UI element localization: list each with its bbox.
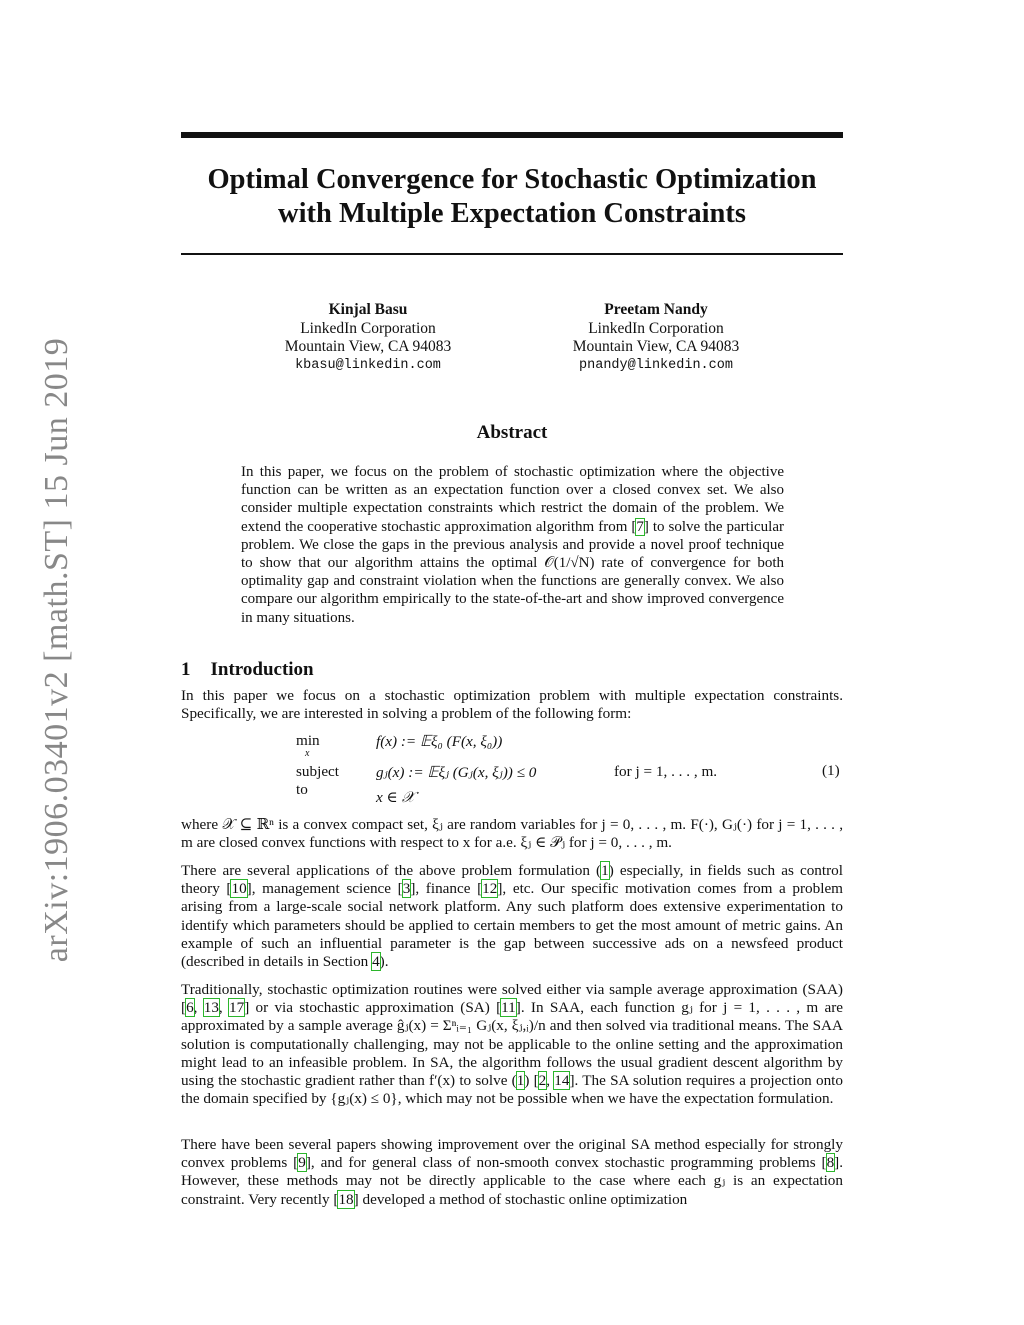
paragraph: where 𝒳 ⊆ ℝⁿ is a convex compact set, ξⱼ are random variables for j = 0, . . . , m. F(·), Gⱼ(·) for j = 1, . . . , m are closed convex functions with respect to x for a.e. ξⱼ ∈ 𝒫ⱼ for j = 0, . . . , m. [181, 816, 843, 852]
citation-link[interactable]: 12 [482, 880, 498, 898]
title-top-rule [181, 132, 843, 138]
text-span: , [546, 1072, 555, 1090]
text-span: ], management science [ [246, 880, 403, 898]
text-span: ], etc. Our specific motivation comes from a problem arising from a large-scale social network platform. Any such platform does extensive experimentation to identify which parameters should be applied to certain members to get the most amount of metric gains. An example of such an influential parameter is the gap between successive ads on a newsfeed product (described in details in Section [181, 880, 843, 971]
paragraph [181, 862, 843, 971]
text-span: ] or via stochastic approximation (SA) [ [244, 999, 502, 1017]
title-line-1: Optimal Convergence for Stochastic Optimization [207, 164, 817, 195]
equation-min-subscript: x [305, 748, 310, 759]
equation-min-label: min [296, 732, 320, 749]
arxiv-stamp: arXiv:1906.03401v2 [math.ST] 15 Jun 2019 [38, 337, 75, 963]
citation-link[interactable]: 10 [231, 880, 247, 898]
citation-link[interactable]: 17 [229, 999, 245, 1017]
citation-link[interactable]: 6 [186, 999, 194, 1017]
text-span: There are several applications of the above problem formulation ( [181, 862, 602, 879]
equation-ref-link[interactable]: 1 [516, 1072, 525, 1090]
text-span: ], and for general class of non-smooth convex stochastic programming problems [ [305, 1154, 827, 1172]
author-name: Preetam Nandy [604, 301, 708, 318]
equation-domain: x ∈ 𝒳 [376, 789, 415, 806]
paragraph [181, 981, 843, 1108]
text-span: , [218, 999, 229, 1017]
text-span: ], finance [ [410, 880, 483, 898]
section-title: Introduction [210, 659, 314, 680]
section-number: 1 [181, 659, 191, 680]
text-span: ] developed a method of stochastic online optimization [353, 1190, 688, 1208]
citation-link[interactable]: 7 [636, 518, 644, 535]
paragraph: In this paper we focus on a stochastic optimization problem with multiple expectation constraints. Specifically, we are interested in solving a problem of the following form: [181, 687, 843, 723]
citation-link[interactable]: 13 [203, 999, 219, 1017]
text-span: ]. The SA solution requires a projection onto the domain specified by {gⱼ(x) ≤ 0}, which may not be possible when we have the expectation formulation. [181, 1072, 843, 1108]
author-affiliation: LinkedIn Corporation [300, 319, 436, 337]
text-span: ]. However, these methods may not be directly applicable to the case where each gⱼ is an expectation constraint. Very recently [ [181, 1154, 844, 1208]
author-location: Mountain View, CA 94083 [572, 338, 740, 355]
paper-title [181, 163, 843, 231]
author-block [258, 301, 478, 375]
equation-number: (1) [822, 762, 840, 779]
text-span: There have been several papers showing improvement over the original SA method especially for strongly convex problems [ [181, 1136, 843, 1172]
citation-link[interactable]: 2 [538, 1072, 547, 1090]
citation-link[interactable]: 8 [826, 1154, 835, 1172]
title-line-2: with Multiple Expectation Constraints [278, 198, 746, 229]
author-name: Kinjal Basu [328, 301, 408, 318]
text-span: ) especially, in fields such as control theory [ [181, 862, 843, 898]
abstract-heading: Abstract [476, 422, 548, 443]
abstract-part: In this paper, we focus on the problem of stochastic optimization where the objective function can be written as an expectation function over a closed convex set. We also consider multiple expectation constraints which restrict the domain of the problem. We extend the cooperative stochastic approximation algorithm from [241, 464, 784, 535]
section-ref-link[interactable]: 4 [372, 953, 380, 971]
citation-link[interactable]: 9 [298, 1154, 306, 1172]
equation-ref-link[interactable]: 1 [601, 862, 609, 879]
author-location: Mountain View, CA 94083 [284, 338, 452, 355]
text-span: , [193, 999, 204, 1017]
abstract-text: In this paper, we focus on the problem of stochastic optimization where the objective function can be written as an expectation function over a closed convex set. We also consider multiple expectation constraints which restrict the domain of the problem. We extend the cooperative stochastic approximation algorithm from [7] to solve the particular problem. We close the gaps in the previous analysis and provide a novel proof technique to show that our algorithm attains the optimal 𝒪(1/√N) rate of convergence for both optimality gap and constraint violation when the functions are generally convex. We also compare our algorithm empirically to the state-of-the-art and show improved convergence in many situations. [241, 464, 784, 626]
equation-objective: f(x) := 𝔼ξ₀ (F(x, ξ₀)) [376, 733, 503, 750]
author-email[interactable]: kbasu@linkedin.com [295, 357, 441, 373]
text-span: ). [379, 953, 389, 971]
citation-link[interactable]: 11 [501, 999, 516, 1017]
equation-constraint: gⱼ(x) := 𝔼ξⱼ (Gⱼ(x, ξⱼ)) ≤ 0 [376, 764, 537, 781]
citation-link[interactable]: 3 [402, 880, 411, 898]
abstract-part: to solve the particular problem. We close the gaps in the previous analysis and provide a novel proof technique to show that our algorithm attains the optimal 𝒪(1/√N) rate of convergence for both optimality gap and constraint violation when the functions are generally convex. We also compare our algorithm empirically to the state-of-the-art and show improved convergence in many situations. [241, 518, 784, 626]
title-bottom-rule [181, 253, 843, 255]
citation-link[interactable]: 18 [338, 1190, 354, 1208]
text-span: Traditionally, stochastic optimization routines were solved either via sample average approximation (SAA) [ [181, 981, 843, 1017]
author-affiliation: LinkedIn Corporation [588, 319, 724, 337]
author-block [546, 301, 766, 375]
equation-subject-label: subject to [296, 763, 340, 798]
paragraph [181, 1136, 843, 1209]
equation-condition: for j = 1, . . . , m. [614, 763, 718, 780]
text-span: ) [ [524, 1072, 539, 1090]
text-span: ]. In SAA, each function gⱼ for j = 1, . . . , m are approximated by a sample average ĝⱼ(x) = Σⁿᵢ₌₁ Gⱼ(x, ξⱼ,ᵢ)/n and then solved via traditional means. The SAA solution is computationally challenging, may not be applicable to the online setting and the approximation might lead to an infeasible problem. In SA, the algorithm follows the usual gradient descent algorithm by using the stochastic gradient rather than f′(x) to solve ( [181, 999, 843, 1090]
section-heading [181, 659, 314, 681]
citation-link[interactable]: 14 [554, 1072, 570, 1090]
author-email[interactable]: pnandy@linkedin.com [579, 357, 733, 373]
